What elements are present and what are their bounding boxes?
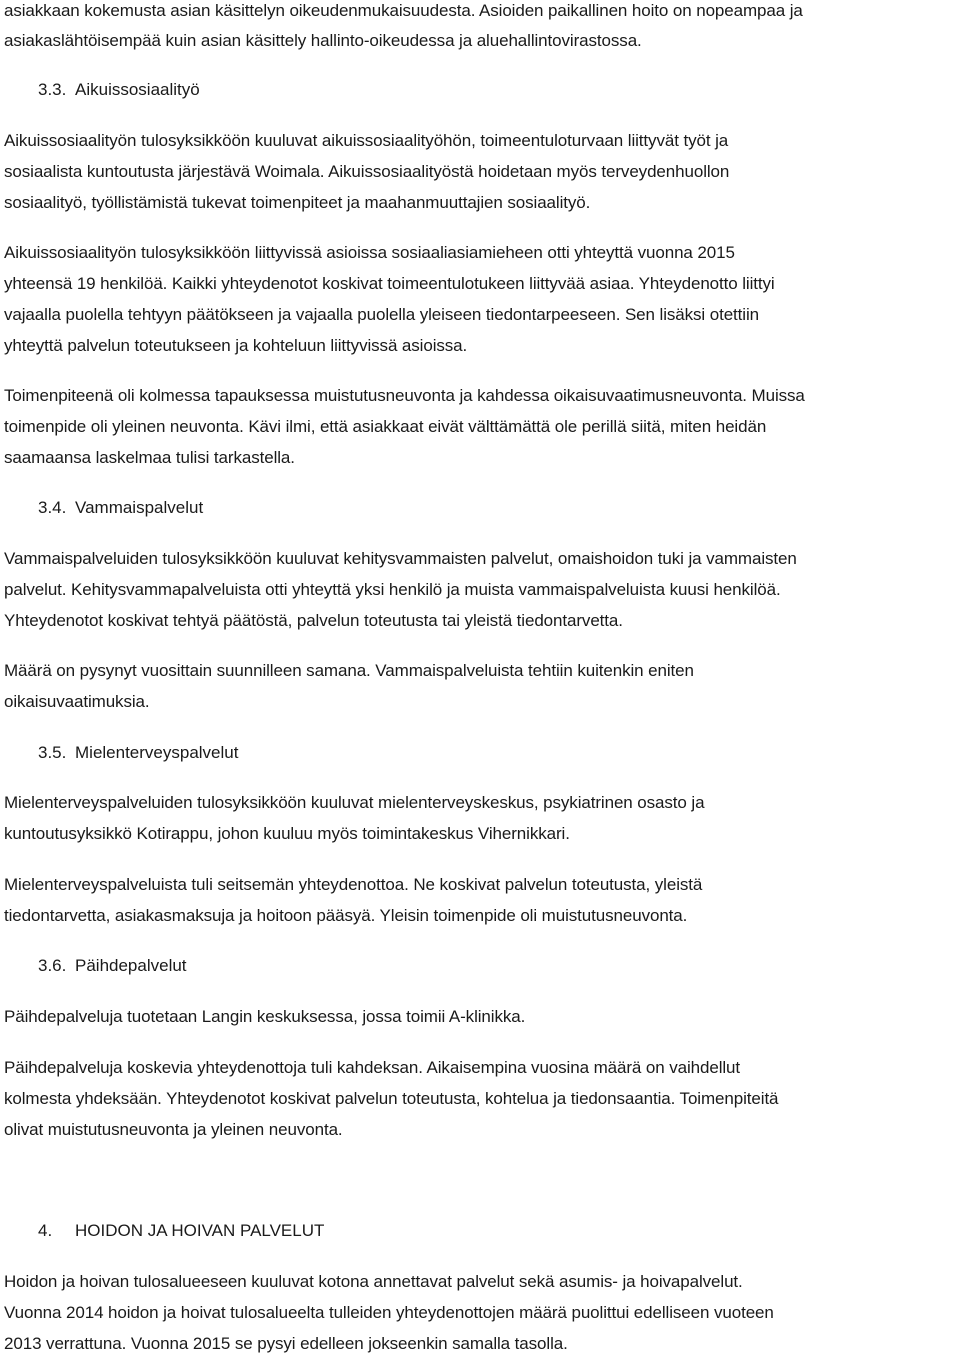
p-3-5-2-line-1: Mielenterveyspalveluista tuli seitsemän yhteydenottoa. Ne koskivat palvelun toteutusta, yleistä <box>4 875 703 894</box>
p-3-6-1-line-1: Päihdepalveluja tuotetaan Langin keskuksessa, jossa toimii A-klinikka. <box>4 1007 526 1026</box>
heading-4-number: 4. <box>38 1221 53 1240</box>
p-3-5-2-line-2: tiedontarvetta, asiakasmaksuja ja hoitoon pääsyä. Yleisin toimenpide oli muistutusneuvonta. <box>4 906 688 925</box>
heading-3-4-title: Vammaispalvelut <box>75 498 204 517</box>
heading-4-title: HOIDON JA HOIVAN PALVELUT <box>75 1221 325 1240</box>
p-3-4-2-line-2: oikaisuvaatimuksia. <box>4 692 150 711</box>
p-3-3-2-line-4: yhteyttä palvelun toteutukseen ja kohteluun liittyvissä asioissa. <box>4 336 468 355</box>
heading-3-5-number: 3.5. <box>38 743 67 762</box>
p-3-6-2-line-1: Päihdepalveluja koskevia yhteydenottoja tuli kahdeksan. Aikaisempina vuosina määrä on vaihdellut <box>4 1058 741 1077</box>
heading-3-4 <box>38 497 203 519</box>
heading-3-3-title: Aikuissosiaalityö <box>75 80 200 99</box>
p-4-1-line-2: Vuonna 2014 hoidon ja hoivat tulosalueelta tulleiden yhteydenottojen määrä puolittui edelliseen vuoteen <box>4 1303 774 1322</box>
p-3-5-1-line-2: kuntoutusyksikkö Kotirappu, johon kuuluu myös toimintakeskus Vihernikkari. <box>4 824 570 843</box>
p-3-3-1-line-2: sosiaalista kuntoutusta järjestävä Woimala. Aikuissosiaalityöstä hoidetaan myös terveydenhuollon <box>4 162 730 181</box>
p-3-4-1-line-3: Yhteydenotot koskivat tehtyä päätöstä, palvelun toteutusta tai yleistä tiedontarvetta. <box>4 611 623 630</box>
heading-4 <box>38 1220 324 1242</box>
p-3-6-2-line-2: kolmesta yhdeksään. Yhteydenotot koskivat palvelun toteutusta, kohtelua ja tiedonsaantia. Toimenpiteitä <box>4 1089 779 1108</box>
p-3-3-3-line-3: saamaansa laskelmaa tulisi tarkastella. <box>4 448 295 467</box>
p-3-3-1-line-3: sosiaalityö, työllistämistä tukevat toimenpiteet ja maahanmuuttajien sosiaalityö. <box>4 193 591 212</box>
heading-3-4-number: 3.4. <box>38 498 67 517</box>
intro-line-2: asiakaslähtöisempää kuin asian käsittely hallinto-oikeudessa ja aluehallintovirastossa. <box>4 31 642 50</box>
p-3-6-2-line-3: olivat muistutusneuvonta ja yleinen neuvonta. <box>4 1120 343 1139</box>
heading-3-6-number: 3.6. <box>38 956 67 975</box>
heading-3-6 <box>38 955 187 977</box>
p-3-3-3-line-2: toimenpide oli yleinen neuvonta. Kävi ilmi, että asiakkaat eivät välttämättä ole perillä siitä, miten heidän <box>4 417 767 436</box>
heading-3-5-title: Mielenterveyspalvelut <box>75 743 239 762</box>
intro-line-1: asiakkaan kokemusta asian käsittelyn oikeudenmukaisuudesta. Asioiden paikallinen hoito on nopeampaa ja <box>4 1 803 20</box>
p-3-3-2-line-2: yhteensä 19 henkilöä. Kaikki yhteydenotot koskivat toimeentulotukeen liittyvää asiaa. Yhteydenotto liittyi <box>4 274 775 293</box>
p-3-3-2-line-1: Aikuissosiaalityön tulosyksikköön liittyvissä asioissa sosiaaliasiamieheen otti yhteyttä vuonna 2015 <box>4 243 735 262</box>
p-3-3-1-line-1: Aikuissosiaalityön tulosyksikköön kuuluvat aikuissosiaalityöhön, toimeentuloturvaan liittyvät työt ja <box>4 131 729 150</box>
heading-3-3-number: 3.3. <box>38 80 67 99</box>
p-3-4-1-line-1: Vammaispalveluiden tulosyksikköön kuuluvat kehitysvammaisten palvelut, omaishoidon tuki ja vammaisten <box>4 549 797 568</box>
p-3-5-1-line-1: Mielenterveyspalveluiden tulosyksikköön kuuluvat mielenterveyskeskus, psykiatrinen osasto ja <box>4 793 705 812</box>
heading-3-5 <box>38 742 238 764</box>
p-4-1-line-3: 2013 verrattuna. Vuonna 2015 se pysyi edelleen jokseenkin samalla tasolla. <box>4 1334 568 1353</box>
p-3-3-2-line-3: vajaalla puolella tehtyyn päätökseen ja vajaalla puolella yleiseen tiedontarpeeseen. Sen lisäksi otettiin <box>4 305 760 324</box>
p-3-4-2-line-1: Määrä on pysynyt vuosittain suunnilleen samana. Vammaispalveluista tehtiin kuitenkin eniten <box>4 661 694 680</box>
p-3-3-3-line-1: Toimenpiteenä oli kolmessa tapauksessa muistutusneuvonta ja kahdessa oikaisuvaatimusneuvonta. Muissa <box>4 386 805 405</box>
p-3-4-1-line-2: palvelut. Kehitysvammapalveluista otti yhteyttä yksi henkilö ja muista vammaispalveluista kuusi henkilöä. <box>4 580 781 599</box>
heading-3-3 <box>38 79 200 101</box>
p-4-1-line-1: Hoidon ja hoivan tulosalueeseen kuuluvat kotona annettavat palvelut sekä asumis- ja hoivapalvelut. <box>4 1272 743 1291</box>
heading-3-6-title: Päihdepalvelut <box>75 956 187 975</box>
